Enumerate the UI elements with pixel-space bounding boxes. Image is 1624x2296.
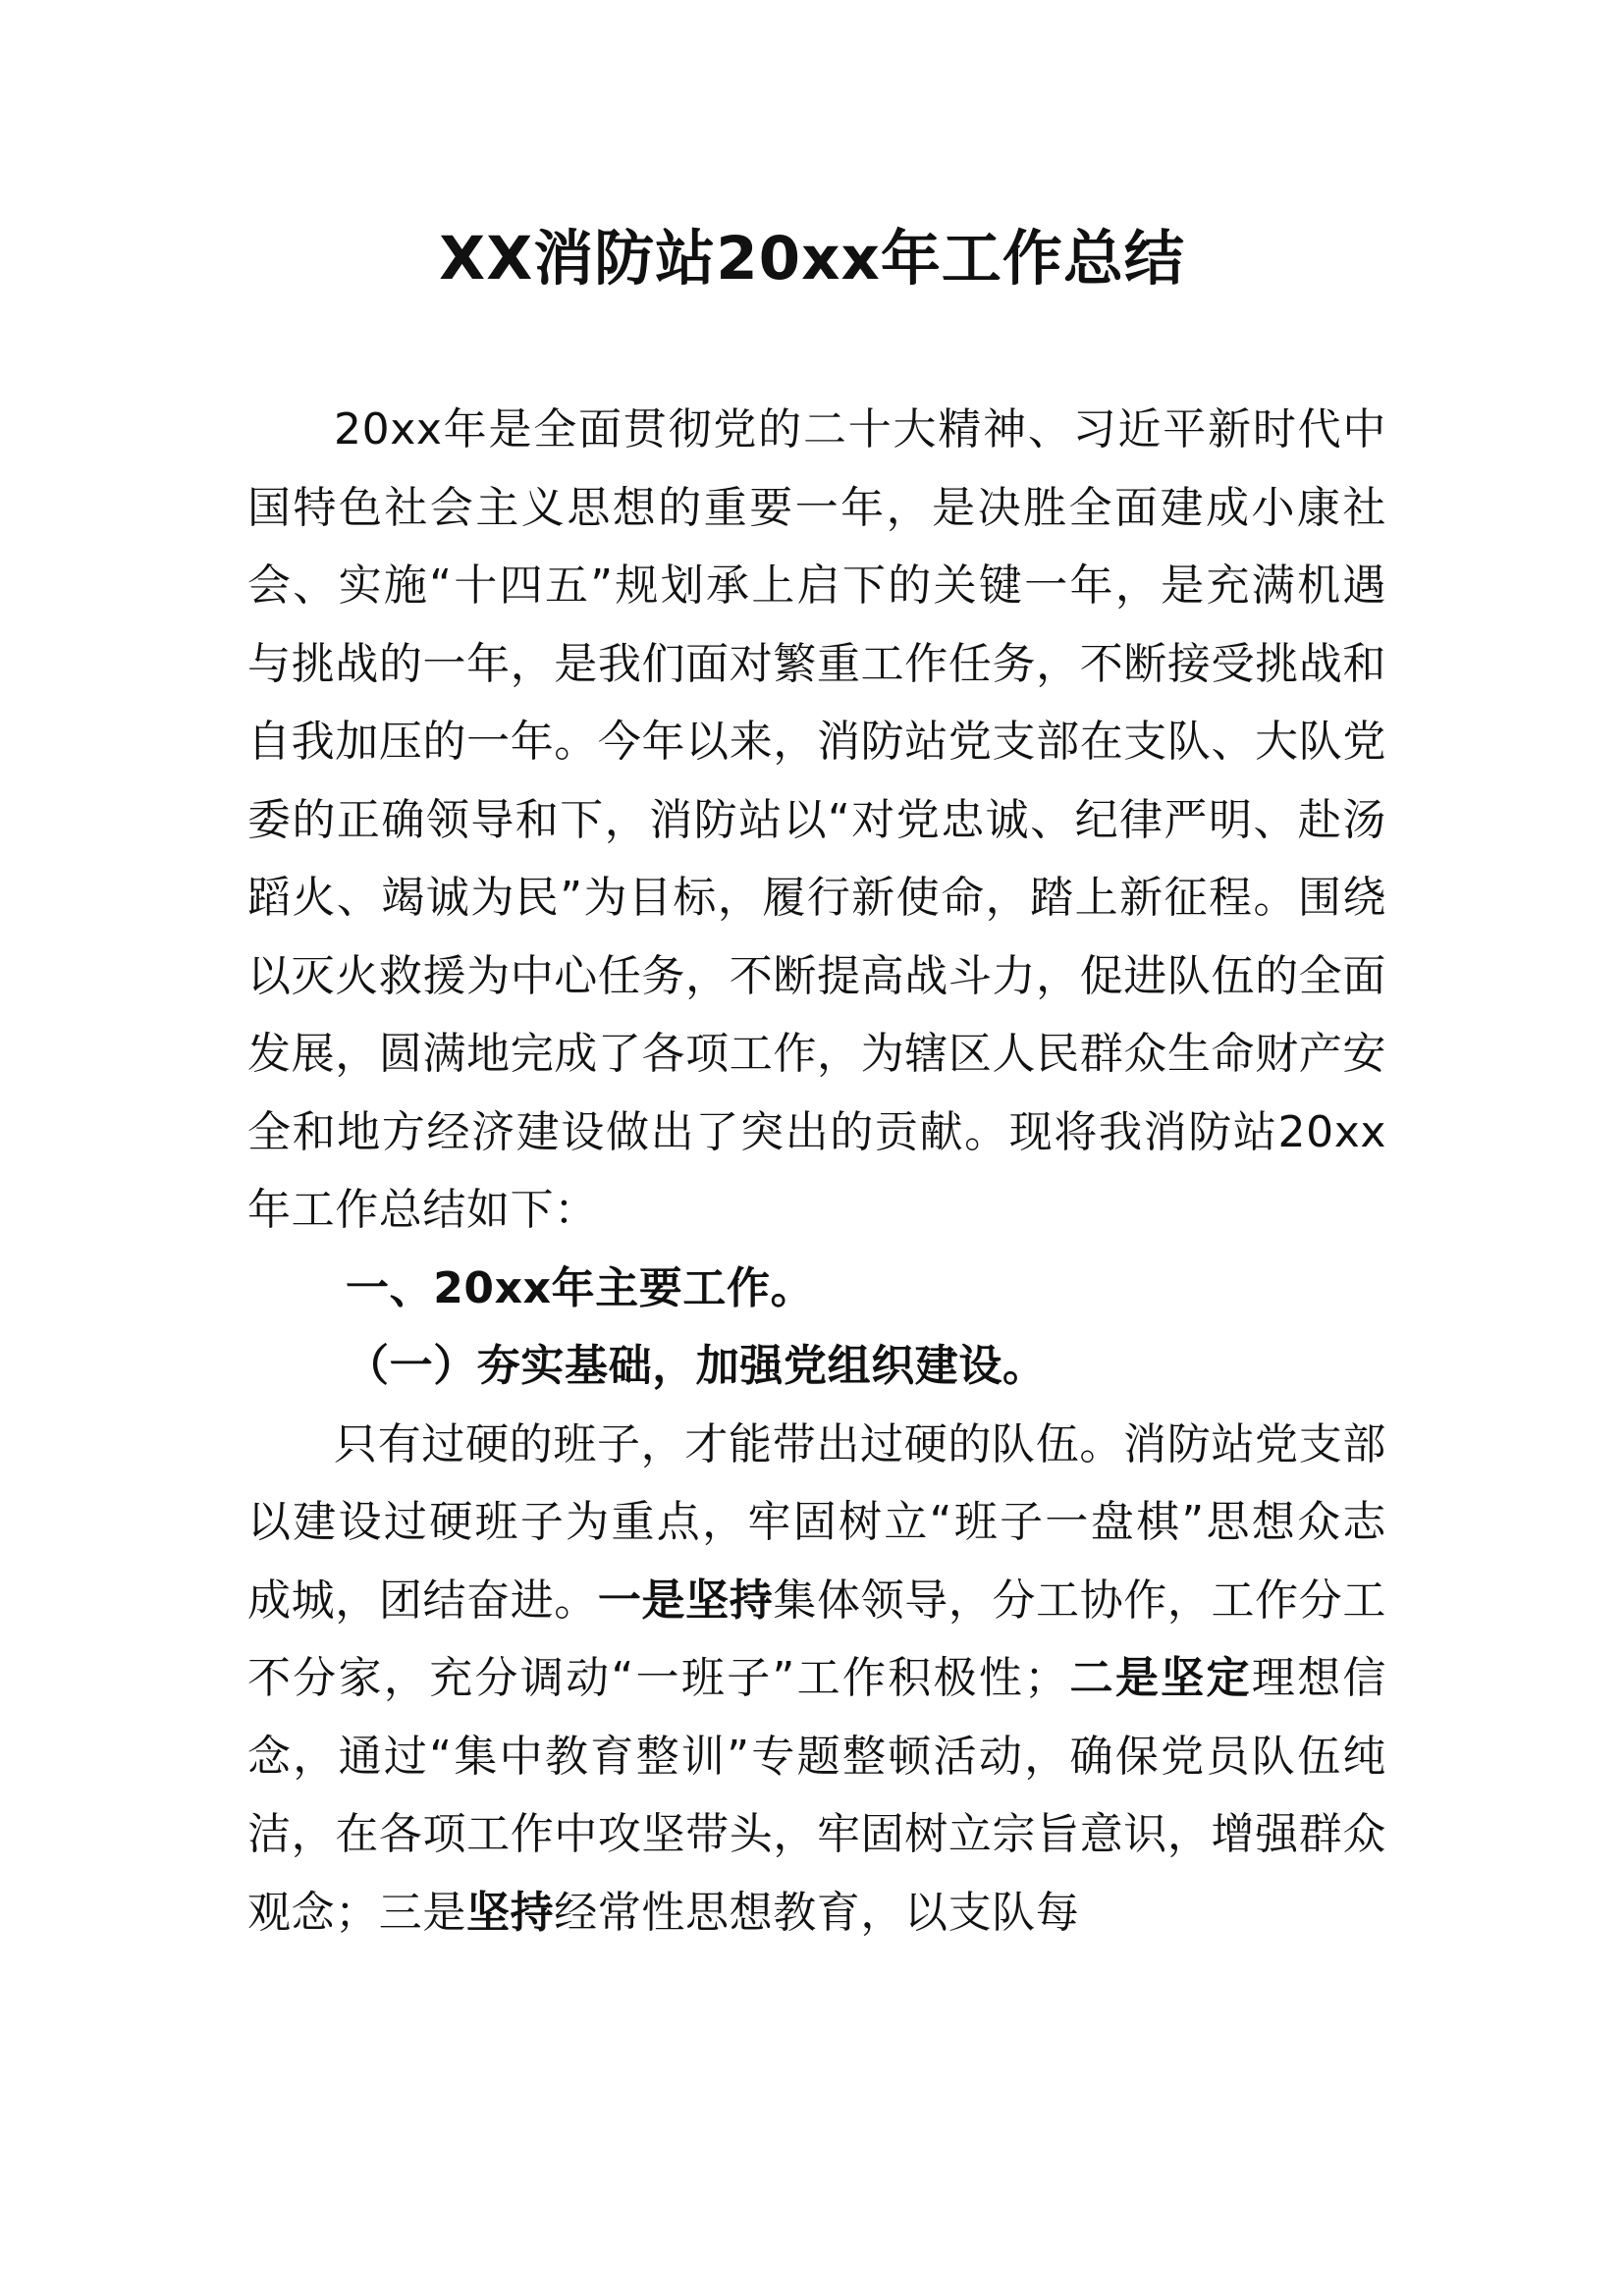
party-building-paragraph xyxy=(247,1406,1386,1952)
bold-phrase-1: 一是坚持 xyxy=(597,1575,774,1626)
paragraph-text-1: 只有过硬的班子，才能带出过硬的队伍。消防站党支部以建设过硬班子为重点，牢固树立“班子一盘棋”思想众志成城，团结奋进。 xyxy=(247,1418,1386,1626)
bold-phrase-2: 二是坚定 xyxy=(1067,1653,1252,1703)
section-heading-main-work: 一、20xx年主要工作。 xyxy=(346,1262,815,1313)
bold-phrase-3: 坚持 xyxy=(466,1887,555,1938)
paragraph-text-3: 理想信念，通过“集中教育整训”专题整顿活动，确保党员队伍纯洁，在各项工作中攻坚带头，牢固树立宗旨意识，增强群众观念；三是 xyxy=(247,1653,1386,1938)
document-body xyxy=(247,391,1386,1951)
document-title: XX消防站20xx年工作总结 xyxy=(439,224,1185,294)
intro-paragraph: 20xx年是全面贯彻党的二十大精神、习近平新时代中国特色社会主义思想的重要一年，是决胜全面建成小康社会、实施“十四五”规划承上启下的关键一年，是充满机遇与挑战的一年，是我们面对繁重工作任务，不断接受挑战和自我加压的一年。今年以来，消防站党支部在支队、大队党委的正确领导和下，消防站以“对党忠诚、纪律严明、赴汤蹈火、竭诚为民”为目标，履行新使命，踏上新征程。围绕以灭火救援为中心任务，不断提高战斗力，促进队伍的全面发展，圆满地完成了各项工作，为辖区人民群众生命财产安全和地方经济建设做出了突出的贡献。现将我消防站20xx年工作总结如下： xyxy=(247,404,1386,1235)
paragraph-text-4: 经常性思想教育，以支队每 xyxy=(554,1887,1080,1938)
paragraph-text-2: 集体领导，分工协作，工作分工不分家，充分调动“一班子”工作积极性； xyxy=(247,1575,1386,1703)
subsection-heading-party-building: （一）夯实基础，加强党组织建设。 xyxy=(346,1341,1047,1391)
